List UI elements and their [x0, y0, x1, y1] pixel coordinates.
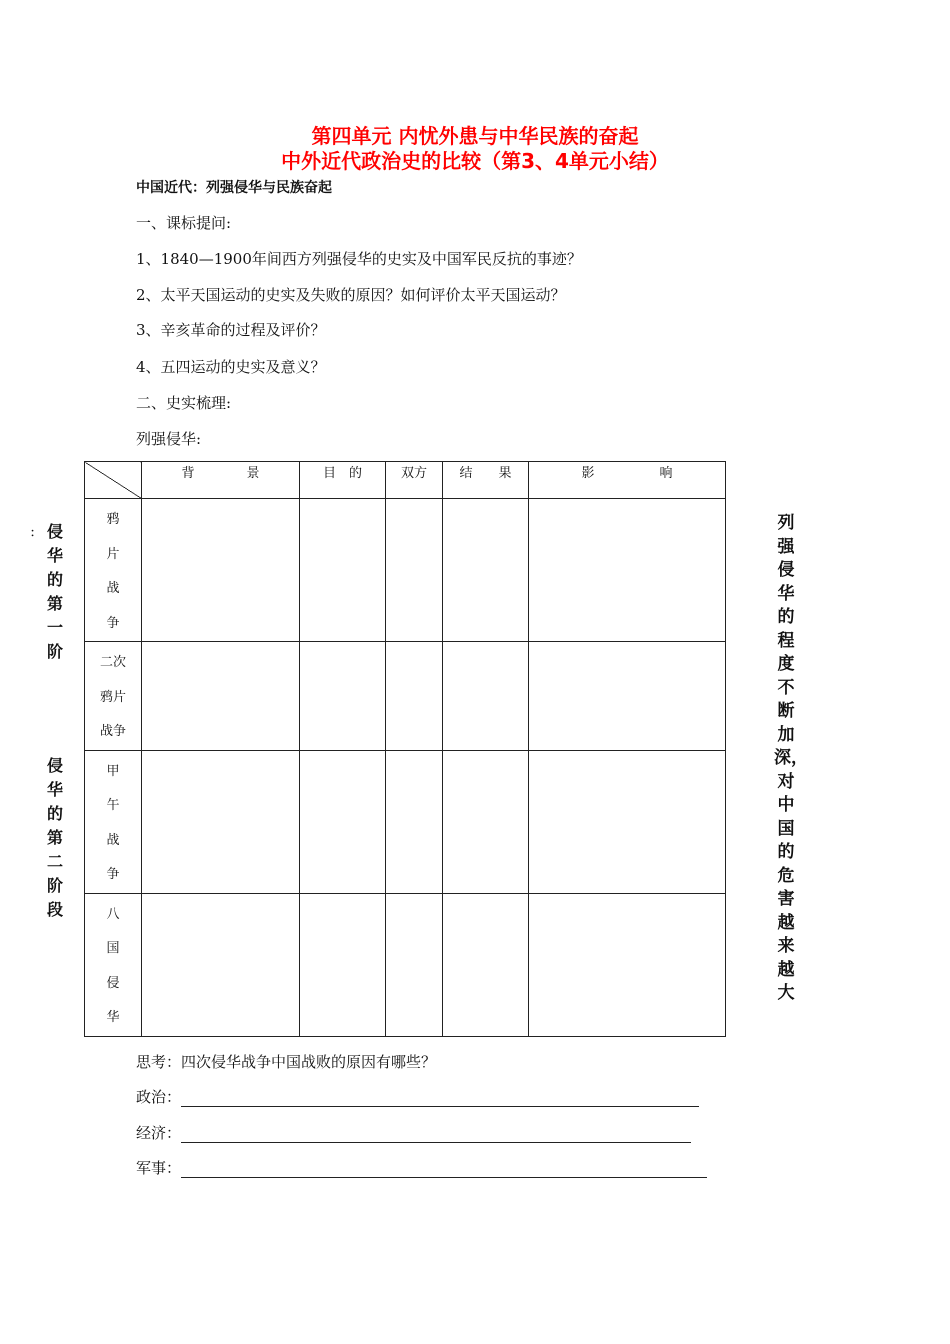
answer-cell[interactable]: [300, 499, 386, 642]
table-row: [85, 499, 726, 642]
answer-cell[interactable]: [443, 750, 529, 893]
answer-cell[interactable]: [300, 750, 386, 893]
question-3: 3、辛亥革命的过程及评价？: [136, 321, 326, 339]
answer-cell[interactable]: [142, 499, 300, 642]
answer-cell[interactable]: [443, 499, 529, 642]
row-label-sino-japanese-war: 甲 午 战 争: [85, 750, 142, 893]
header-result: 结 果: [443, 462, 529, 499]
header-purpose: 目 的: [300, 462, 386, 499]
answer-cell[interactable]: [386, 893, 443, 1036]
answer-cell[interactable]: [300, 642, 386, 751]
row-label-opium-war: 鸦 片 战 争: [85, 499, 142, 642]
left-edge-mark: ：: [30, 526, 41, 539]
thinking-prompt: 思考：四次侵华战争中国战败的原因有哪些？: [136, 1053, 437, 1071]
answer-row-military: [136, 1158, 707, 1178]
table-row: [85, 750, 726, 893]
answer-blank-line[interactable]: [181, 1161, 707, 1178]
answer-label: 政治：: [136, 1088, 182, 1106]
invasion-table: [84, 461, 726, 1037]
document-title: 第四单元 内忧外患与中华民族的奋起: [311, 124, 639, 148]
row-label-second-opium-war: 二次 鸦片 战争: [85, 642, 142, 751]
answer-cell[interactable]: [443, 642, 529, 751]
answer-cell[interactable]: [142, 642, 300, 751]
answer-cell[interactable]: [443, 893, 529, 1036]
section-2-heading: 二、史实梳理:: [136, 394, 232, 412]
diagonal-corner-cell: [85, 462, 142, 499]
table-caption: 列强侵华:: [136, 430, 202, 448]
row-label-eight-nation-invasion: 八 国 侵 华: [85, 893, 142, 1036]
section-1-heading: 一、课标提问:: [136, 214, 232, 232]
header-background: 背 景: [142, 462, 300, 499]
answer-cell[interactable]: [529, 499, 726, 642]
answer-cell[interactable]: [529, 893, 726, 1036]
subheading: 中国近代：列强侵华与民族奋起: [136, 180, 332, 196]
answer-cell[interactable]: [529, 750, 726, 893]
answer-blank-line[interactable]: [181, 1126, 691, 1143]
answer-row-politics: [136, 1087, 699, 1107]
answer-row-economy: [136, 1123, 691, 1143]
question-4: 4、五四运动的史实及意义？: [136, 358, 326, 376]
document-subtitle: 中外近代政治史的比较（第3、4单元小结）: [281, 149, 669, 173]
header-impact: 影 响: [529, 462, 726, 499]
table-row: [85, 642, 726, 751]
answer-label: 军事：: [136, 1159, 182, 1177]
answer-cell[interactable]: [300, 893, 386, 1036]
answer-cell[interactable]: [142, 893, 300, 1036]
answer-cell[interactable]: [529, 642, 726, 751]
answer-label: 经济：: [136, 1124, 182, 1142]
question-1: 1、1840—1900年间西方列强侵华的史实及中国军民反抗的事迹？: [136, 250, 582, 268]
side-label-right: 列强侵华的程度不断加深，对中国的危害越来越大: [774, 513, 808, 1003]
answer-cell[interactable]: [386, 750, 443, 893]
question-2: 2、太平天国运动的史实及失败的原因？如何评价太平天国运动？: [136, 286, 566, 304]
header-both-sides: 双方: [386, 462, 443, 499]
side-label-stage-1: 侵华的第一阶: [46, 522, 63, 661]
side-label-stage-2: 侵华的第二阶段: [46, 756, 63, 919]
answer-cell[interactable]: [386, 499, 443, 642]
answer-cell[interactable]: [142, 750, 300, 893]
table-row: [85, 893, 726, 1036]
answer-blank-line[interactable]: [181, 1090, 699, 1107]
table-header-row: [85, 462, 726, 499]
answer-cell[interactable]: [386, 642, 443, 751]
